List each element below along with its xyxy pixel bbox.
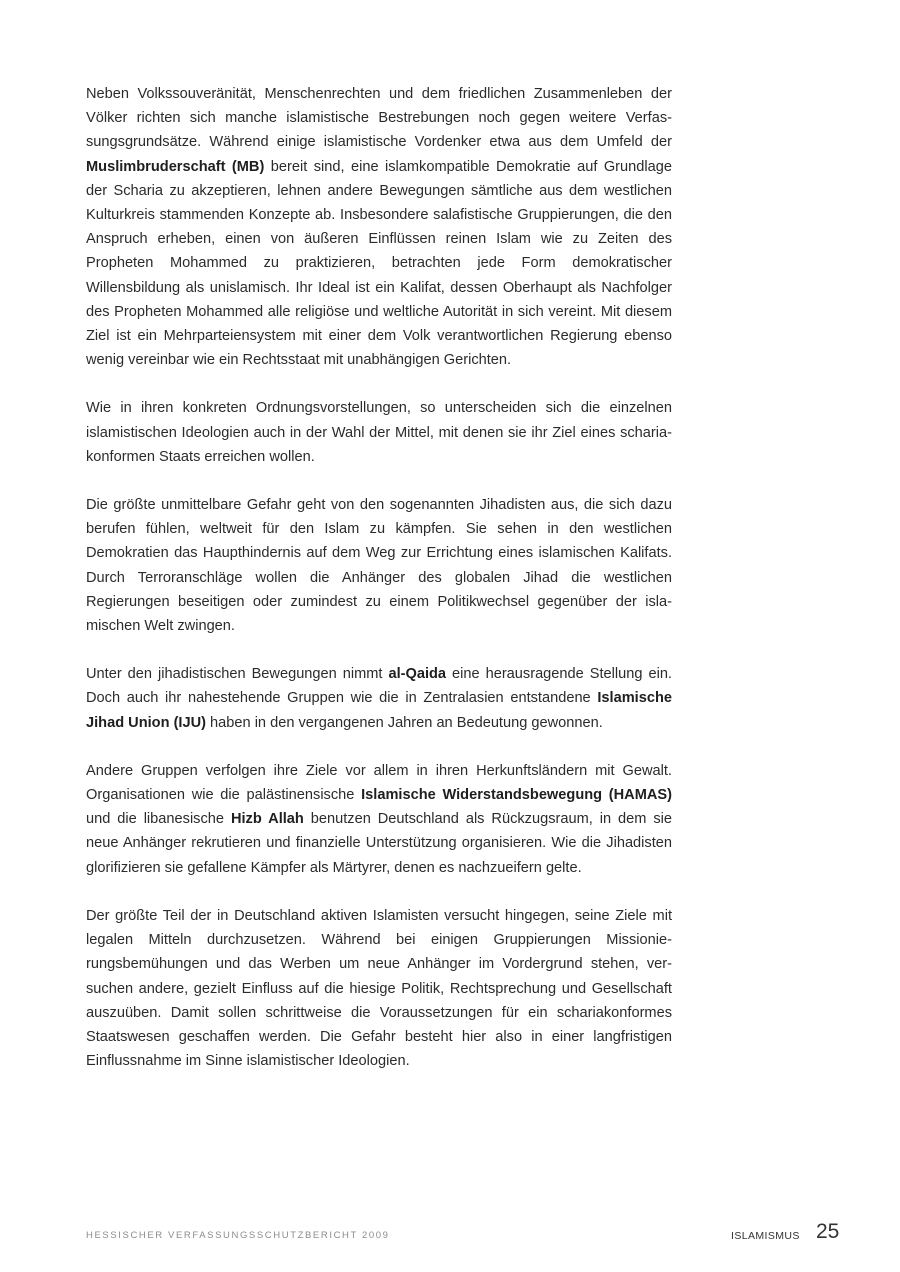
footer-section-name: ISLAMISMUS bbox=[731, 1230, 800, 1242]
paragraph bbox=[86, 493, 672, 638]
text-run: Die größte unmittelbare Gefahr geht von den sogenannten Jihadisten aus, die sich dazu berufen fühlen, weltweit für den Islam zu kämpfen. Sie sehen in den westlichen Demokratien das Haupthindernis auf dem Weg zur Errichtung eines islamischen Kalifats. Durch Terroranschläge wollen die Anhänger des globalen Jihad die westlichen Regierungen beseitigen oder zumindest zu einem Politikwechsel gegenüber der islamischen Welt zwingen. bbox=[86, 497, 672, 635]
text-run: benutzen Deutschland als Rückzugsraum, in dem sie neue Anhänger rekrutieren und finanzielle Unterstützung organisieren. Wie die Jihadisten glorifizieren sie gefallene Kämpfer als Märtyrer, denen es nachzueifern gelte. bbox=[86, 811, 673, 876]
page-number: 25 bbox=[816, 1220, 840, 1243]
bold-term: Muslimbruderschaft (MB) bbox=[86, 158, 265, 175]
text-run: haben in den vergangenen Jahren an Bedeutung gewonnen. bbox=[206, 714, 603, 731]
paragraph bbox=[86, 904, 672, 1073]
paragraph bbox=[86, 662, 672, 735]
text-run: Neben Volkssouveränität, Menschenrechten und dem friedlichen Zusammenleben der Völker richten sich manche islamistische Bestrebungen noch gegen weitere Verfassungsgrundsätze. Während einige islamistische Vordenker etwa aus dem Umfeld der bbox=[86, 86, 672, 151]
text-run: Der größte Teil der in Deutschland aktiven Islamisten versucht hingegen, seine Ziele mit legalen Mitteln durchzusetzen. Während bei einigen Gruppierungen Missionierungsbemühungen und das Werben um neue Anhänger im Vordergrund stehen, versuchen andere, gezielt Einfluss auf die hiesige Politik, Rechtsprechung und Gesellschaft auszuüben. Damit sollen schrittweise die Voraussetzungen für ein schariakonformes Staatswesen geschaffen werden. Die Gefahr besteht hier also in einer langfristigen Einflussnahme im Sinne islamistischer Ideologien. bbox=[86, 907, 672, 1070]
paragraph bbox=[86, 396, 672, 469]
bold-term: Hizb Allah bbox=[230, 811, 304, 828]
text-run: und die libanesische bbox=[86, 811, 231, 828]
bold-term: al-Qaida bbox=[388, 666, 447, 683]
bold-term: Islamische Jihad Union (IJU) bbox=[86, 690, 672, 731]
footer-report-title: HESSISCHER VERFASSUNGSSCHUTZBERICHT 2009 bbox=[86, 1230, 390, 1241]
text-run: Andere Gruppen verfolgen ihre Ziele vor allem in ihren Herkunftsländern mit Gewalt. Organisationen wie die palästinensische bbox=[86, 762, 672, 804]
text-run: bereit sind, eine islamkompatible Demokratie auf Grundlage der Scharia zu akzeptieren, lehnen andere Bewegungen sämtliche aus dem westlichen Kulturkreis stammenden Konzepte ab. Insbesondere salafistische Gruppierungen, die den Anspruch erheben, einen von äußeren Einflüssen reinen Islam wie zu Zeiten des Propheten Mohammed zu praktizieren, betrachten jede Form demokratischer Willensbildung als unislamisch. Ihr Ideal ist ein Kalifat, dessen Oberhaupt als Nachfolger des Propheten Mohammed alle religiöse und weltliche Autorität in sich vereint. Mit diesem Ziel ist ein Mehrparteiensystem mit einer dem Volk verantwortlichen Regierung ebenso wenig vereinbar wie ein Rechtsstaat mit unabhängigen Gerichten. bbox=[86, 158, 672, 369]
paragraph bbox=[86, 759, 672, 880]
text-run: Wie in ihren konkreten Ordnungsvorstellungen, so unterscheiden sich die einzelnen islamistischen Ideologien auch in der Wahl der Mittel, mit denen sie ihr Ziel eines schariakonformen Staats erreichen wollen. bbox=[86, 400, 672, 465]
body-text bbox=[86, 82, 672, 1097]
bold-term: Islamische Widerstandsbewegung (HAMAS) bbox=[361, 787, 672, 804]
paragraph bbox=[86, 82, 672, 372]
text-run: eine herausragende Stellung ein. Doch auch ihr nahestehende Gruppen wie die in Zentralasien entstandene bbox=[86, 666, 672, 707]
text-run: Unter den jihadistischen Bewegungen nimmt bbox=[86, 666, 389, 683]
